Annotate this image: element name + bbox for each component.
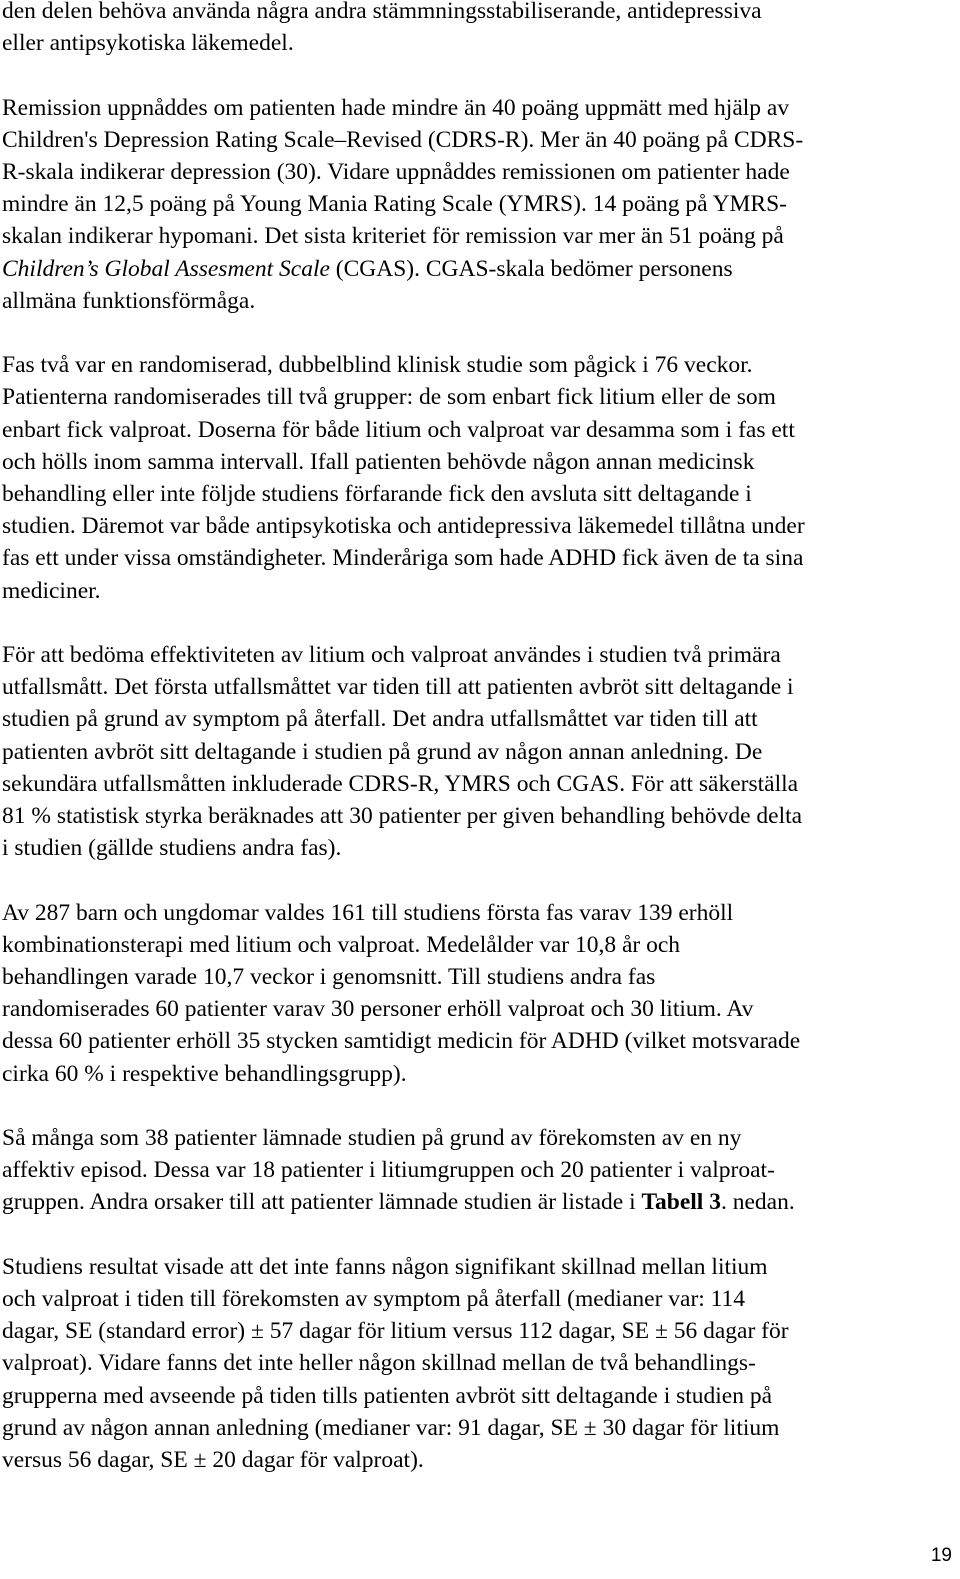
text-line: Så många som 38 patienter lämnade studien på grund av förekomsten av en ny — [2, 1125, 742, 1152]
text-line: sekundära utfallsmåtten inkluderade CDRS-R, YMRS och CGAS. För att säkerställa — [2, 770, 799, 797]
text-line: 81 % statistisk styrka beräknades att 30 patienter per given behandling behövde delta — [2, 803, 803, 830]
text-line: Fas två var en randomiserad, dubbelblind klinisk studie som pågick i 76 veckor. — [2, 352, 753, 379]
text-line: R-skala indikerar depression (30). Vidare uppnåddes remissionen om patienter hade — [2, 159, 790, 185]
text-line — [2, 253, 952, 285]
text-line: behandlingen varade 10,7 veckor i genomsnitt. Till studiens andra fas — [2, 964, 656, 991]
text-fragment: . nedan. — [720, 1189, 795, 1216]
text-line: kombinationsterapi med litium och valproat. Medelålder var 10,8 år och — [2, 931, 681, 958]
table-reference: Tabell 3 — [641, 1189, 721, 1216]
text-line: grund av någon annan anledning (medianer var: 91 dagar, SE ± 30 dagar för litium — [2, 1414, 780, 1441]
text-line: studien på grund av symptom på återfall. Det andra utfallsmåttet var tiden till att — [2, 706, 758, 733]
text-line: dagar, SE (standard error) ± 57 dagar för litium versus 112 dagar, SE ± 56 dagar för — [2, 1318, 789, 1345]
text-line: utfallsmått. Det första utfallsmåttet var tiden till att patienten avbröt sitt deltagande i — [2, 674, 794, 701]
text-line: Patienterna randomiserades till två grupper: de som enbart fick litium eller de som — [2, 384, 776, 411]
paragraph-3 — [2, 349, 952, 607]
text-line: skalan indikerar hypomani. Det sista kriteriet för remission var mer än 51 poäng på — [2, 223, 784, 250]
text-line: och hölls inom samma intervall. Ifall patienten behövde någon annan medicinsk — [2, 448, 755, 475]
text-line: Av 287 barn och ungdomar valdes 161 till studiens första fas varav 139 erhöll — [2, 899, 734, 926]
text-line: dessa 60 patienter erhöll 35 stycken samtidigt medicin för ADHD (vilket motsvarade — [2, 1028, 801, 1055]
text-line: fas ett under vissa omständigheter. Minderåriga som hade ADHD fick även de ta sina — [2, 545, 804, 572]
paragraph-5 — [2, 897, 952, 1090]
text-line: allmäna funktionsförmåga. — [2, 287, 256, 314]
text-line: behandling eller inte följde studiens förfarande fick den avsluta sitt deltagande i — [2, 481, 752, 508]
scale-title-italic: Children’s Global Assesment Scale — [2, 255, 330, 282]
text-line: Remission uppnåddes om patienten hade mindre än 40 poäng uppmätt med hjälp av — [2, 94, 790, 121]
text-line: i studien (gällde studiens andra fas). — [2, 835, 342, 862]
document-page — [2, 0, 952, 1508]
text-line: randomiserades 60 patienter varav 30 personer erhöll valproat och 30 litium. Av — [2, 996, 754, 1023]
page-number: 19 — [930, 1545, 952, 1566]
text-line — [2, 1186, 952, 1218]
text-line: mediciner. — [2, 577, 101, 604]
text-line: den delen behöva använda några andra stämmningsstabiliserande, antidepressiva — [2, 0, 762, 24]
text-line: För att bedöma effektiviteten av litium och valproat användes i studien två primära — [2, 642, 781, 669]
text-line: Studiens resultat visade att det inte fanns någon signifikant skillnad mellan litium — [2, 1253, 768, 1280]
text-line: studien. Däremot var både antipsykotiska och antidepressiva läkemedel tillåtna under — [2, 513, 805, 540]
text-fragment: gruppen. Andra orsaker till att patienter lämnade studien är listade i — [2, 1189, 642, 1216]
text-line: affektiv episod. Dessa var 18 patienter i litiumgruppen och 20 patienter i valproat- — [2, 1157, 775, 1184]
paragraph-6 — [2, 1122, 952, 1219]
text-line: eller antipsykotiska läkemedel. — [2, 30, 294, 57]
text-line: grupperna med avseende på tiden tills patienten avbröt sitt deltagande i studien på — [2, 1382, 773, 1409]
text-line: cirka 60 % i respektive behandlingsgrupp). — [2, 1060, 407, 1087]
paragraph-7 — [2, 1251, 952, 1476]
paragraph-2 — [2, 92, 952, 317]
text-line: Children's Depression Rating Scale–Revised (CDRS-R). Mer än 40 poäng på CDRS- — [2, 126, 804, 153]
text-line: versus 56 dagar, SE ± 20 dagar för valproat). — [2, 1447, 424, 1474]
text-fragment: (CGAS). CGAS-skala bedömer personens — [329, 255, 733, 282]
text-line: och valproat i tiden till förekomsten av symptom på återfall (medianer var: 114 — [2, 1286, 746, 1313]
text-line: valproat). Vidare fanns det inte heller någon skillnad mellan de två behandlings- — [2, 1350, 756, 1377]
text-line: enbart fick valproat. Doserna för både litium och valproat var desamma som i fas ett — [2, 416, 795, 443]
text-line: patienten avbröt sitt deltagande i studien på grund av någon annan anledning. De — [2, 738, 763, 765]
paragraph-4 — [2, 639, 952, 864]
paragraph-1 — [2, 0, 952, 59]
text-line: mindre än 12,5 poäng på Young Mania Rating Scale (YMRS). 14 poäng på YMRS- — [2, 191, 788, 218]
